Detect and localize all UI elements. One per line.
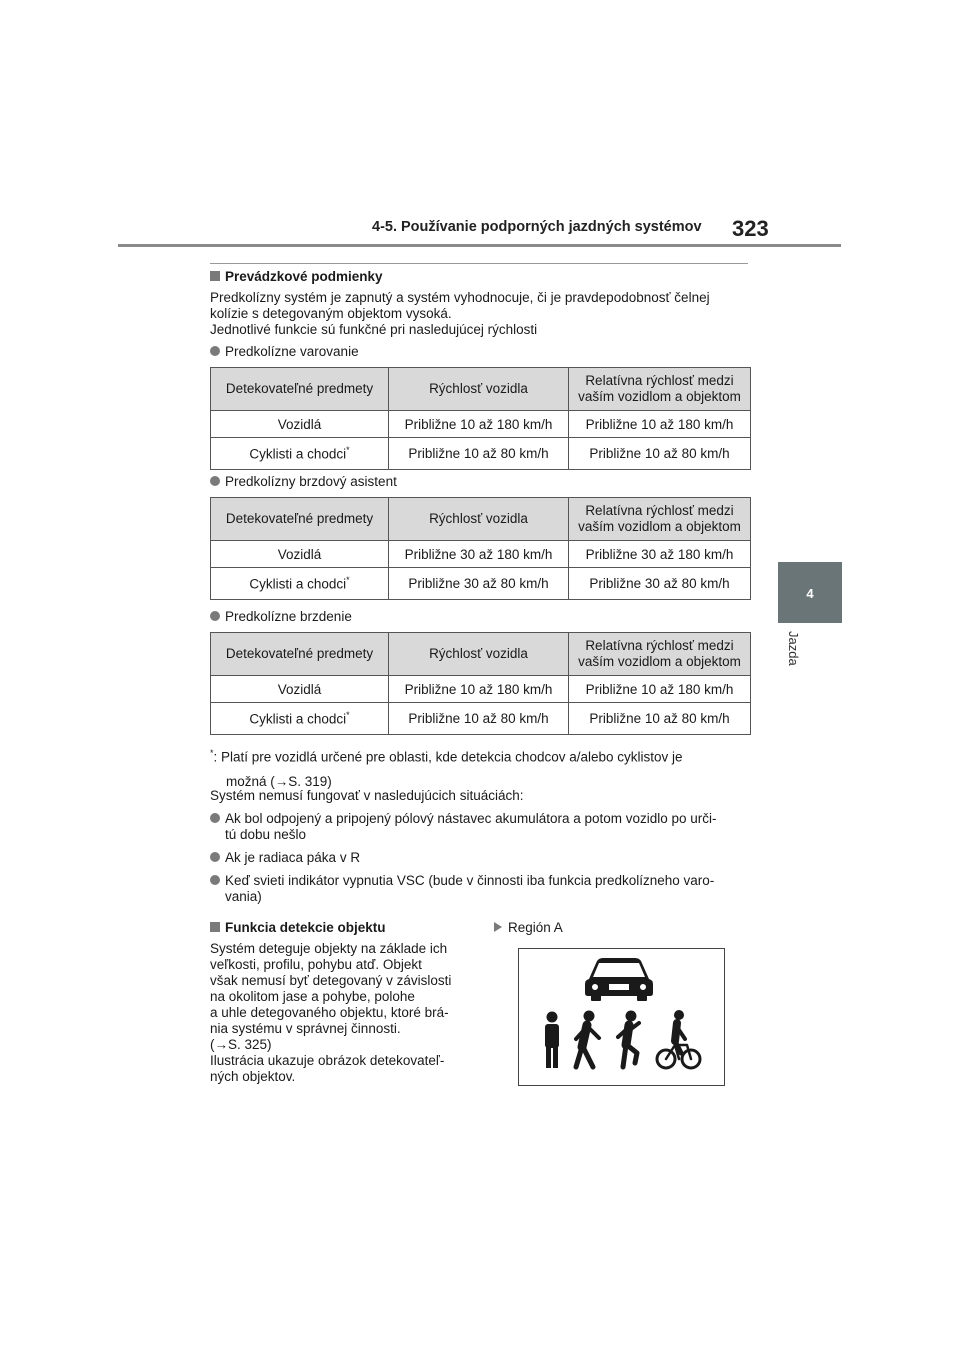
detectable-objects-figure <box>518 948 725 1086</box>
top-rule <box>210 263 748 264</box>
cyclist-icon <box>657 1010 700 1068</box>
table-title: Predkolízny brzdový asistent <box>210 474 397 489</box>
table-row: Cyklisti a chodci* Približne 10 až 80 km/h Približne 10 až 80 km/h <box>211 438 751 470</box>
table-title: Predkolízne varovanie <box>210 344 359 359</box>
walking-person-icon <box>576 1011 599 1068</box>
detection-heading: Funkcia detekcie objektu <box>210 920 386 935</box>
square-bullet-icon <box>210 922 220 932</box>
table-row: Vozidlá Približne 30 až 180 km/h Približne 30 až 180 km/h <box>211 541 751 568</box>
section-title: 4-5. Používanie podporných jazdných systémov <box>372 219 702 235</box>
bullet-icon <box>210 875 220 885</box>
header-rule <box>118 244 841 247</box>
header-cell: Detekovateľné predmety <box>211 368 389 411</box>
list-item: Ak bol odpojený a pripojený pólový nástavec akumulátora a potom vozidlo po urči- tú dobu nešlo <box>210 811 755 843</box>
speed-table-brake-assist <box>210 497 751 600</box>
bullet-icon <box>210 476 220 486</box>
region-label: Región A <box>494 920 563 935</box>
list-item: Ak je radiaca páka v R <box>210 850 360 866</box>
table-row: Cyklisti a chodci* Približne 10 až 80 km/h Približne 10 až 80 km/h <box>211 703 751 735</box>
operating-conditions-heading: Prevádzkové podmienky <box>210 269 383 284</box>
page-number: 323 <box>732 216 769 241</box>
speed-table-warning <box>210 367 751 470</box>
table-row: Vozidlá Približne 10 až 180 km/h Približne 10 až 180 km/h <box>211 676 751 703</box>
table-row: Vozidlá Približne 10 až 180 km/h Približne 10 až 180 km/h <box>211 411 751 438</box>
situations-intro: Systém nemusí fungovať v nasledujúcich situáciách: <box>210 788 524 803</box>
car-icon <box>585 958 653 1001</box>
table-title: Predkolízne brzdenie <box>210 609 352 624</box>
table-header-row: Detekovateľné predmety Rýchlosť vozidla Relatívna rýchlosť medzi vaším vozidlom a objektom <box>211 498 751 541</box>
bullet-icon <box>210 611 220 621</box>
chapter-label: Jazda <box>786 631 801 666</box>
chapter-tab-line <box>778 621 842 623</box>
header-cell: Rýchlosť vozidla <box>389 368 569 411</box>
table-header-row <box>211 368 751 411</box>
chapter-number: 4 <box>806 586 814 601</box>
bullet-icon <box>210 852 220 862</box>
speed-table-braking <box>210 632 751 735</box>
detection-text: Systém deteguje objekty na základe ich veľkosti, profilu, pohybu atď. Objekt však nemusí byť detegovaný v závislosti na okolitom jase a pohybe, polohe a uhle detegovaného objektu, ktoré brá- nia systému v správnej činnosti. (→S. 325) Ilustrácia ukazuje obrázok detekovateľ- ných objektov. <box>210 941 452 1084</box>
bullet-icon <box>210 346 220 356</box>
bullet-icon <box>210 813 220 823</box>
footnote: *: Platí pre vozidlá určené pre oblasti, kde detekcia chodcov a/alebo cyklistov je možná (→S. 319) <box>210 748 683 789</box>
triangle-bullet-icon <box>494 922 502 932</box>
list-item: Keď svieti indikátor vypnutia VSC (bude v činnosti iba funkcia predkolízneho varo- vania) <box>210 873 755 905</box>
square-bullet-icon <box>210 271 220 281</box>
chapter-tab <box>778 562 842 621</box>
header-cell: Relatívna rýchlosť medzi vaším vozidlom a objektom <box>569 368 751 411</box>
table-row: Cyklisti a chodci* Približne 30 až 80 km/h Približne 30 až 80 km/h <box>211 568 751 600</box>
running-person-icon <box>618 1011 639 1068</box>
operating-conditions-intro: Predkolízny systém je zapnutý a systém vyhodnocuje, či je pravdepodobnosť čelnej kolízie s detegovaným objektom vysoká. Jednotlivé funkcie sú funkčné pri nasledujúcej rýchlosti <box>210 290 710 337</box>
table-header-row: Detekovateľné predmety Rýchlosť vozidla Relatívna rýchlosť medzi vaším vozidlom a objektom <box>211 633 751 676</box>
standing-person-icon <box>545 1012 559 1069</box>
